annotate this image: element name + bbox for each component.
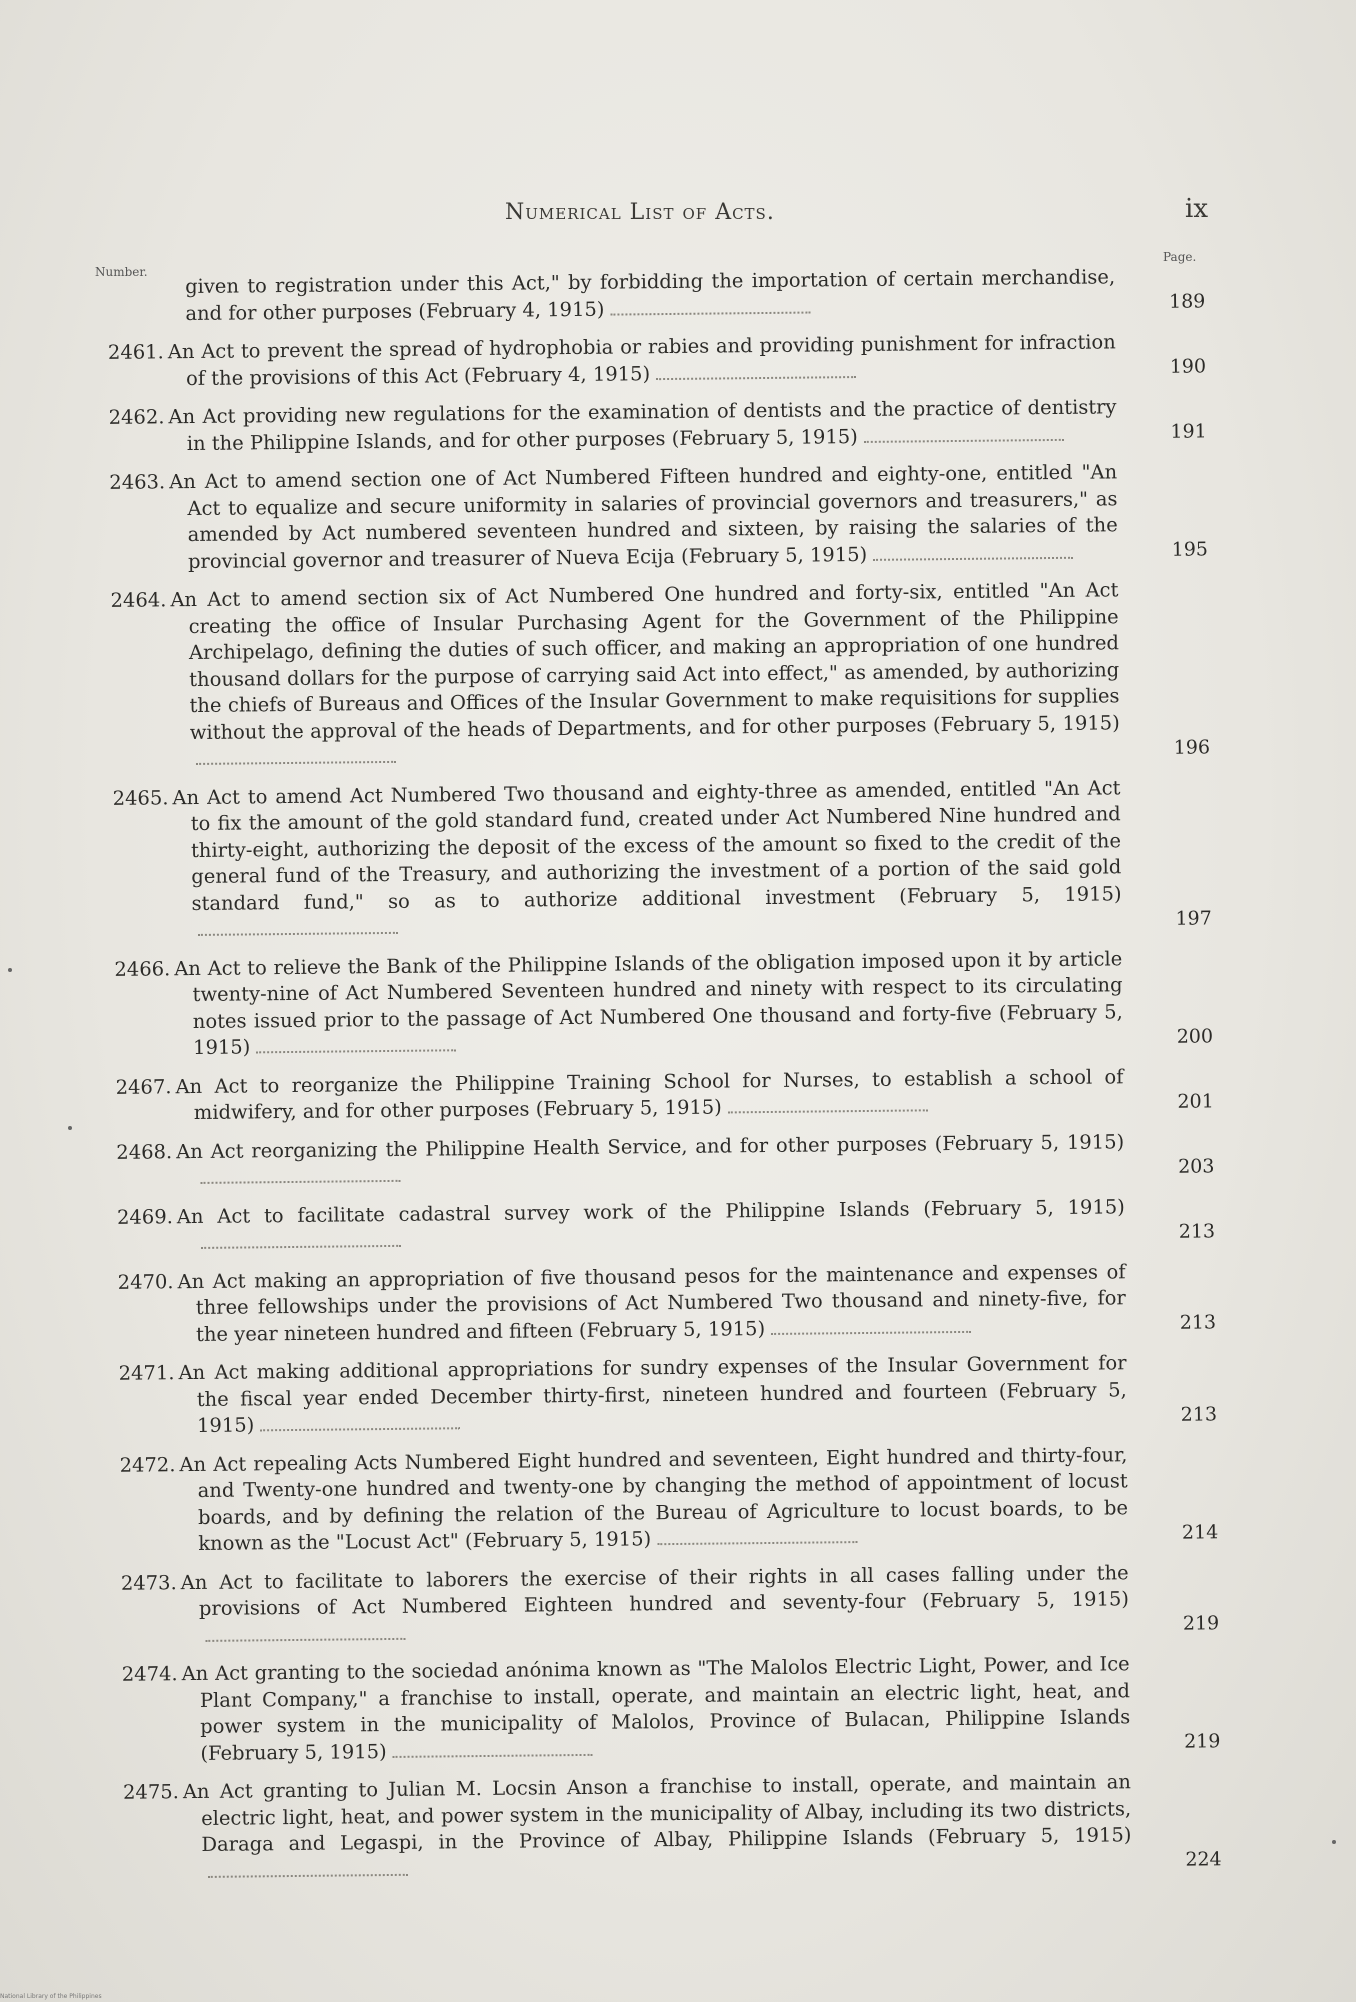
act-number: 2464.	[110, 588, 167, 612]
dot-leader	[728, 1109, 928, 1113]
act-number: 2465.	[112, 785, 169, 810]
act-number: 2472.	[119, 1452, 176, 1477]
act-number: 2462.	[108, 405, 165, 429]
entry-text: An Act to prevent the spread of hydrophobia or rabies and providing punishment for infraction of the provisions of this Act (February 4, 1915)	[167, 330, 1116, 390]
entry-text: An Act to amend section six of Act Numbered One hundred and forty-six, entitled "An Act creating the office of Insular Purchasing Agent for the Government of the Philippine Archipelago, defining the duties of such officer, and making an appropriation of one hundred thousand dollars for the purpose of carrying said Act into effect," as amended, by authorizing the chiefs of Bureaus and Offices of the Insular Government to make requisitions for supplies without the approval of the heads of Departments, and for other purposes (February 5, 1915)	[170, 578, 1120, 744]
entry-page: 219	[1184, 1730, 1221, 1753]
list-item	[111, 1768, 1222, 1886]
entry-page: 213	[1180, 1402, 1218, 1426]
list-item	[96, 328, 1206, 393]
entry-text: An Act granting to the sociedad anónima known as "The Malolos Electric Light, Power, and Ice Plant Company," a franchise to install, operate, and maintain an electric light, heat, and power system in the municipality of Malolos, Province of Bulacan, Philippine Islands (February 5, 1915)	[181, 1652, 1131, 1765]
entry-page: 195	[1171, 538, 1209, 561]
list-item	[107, 1441, 1218, 1559]
number-column-label: Number.	[95, 265, 148, 279]
entry-text: given to registration under this Act," by forbidding the importation of certain merchandise, and for other purposes (February 4, 1915)	[185, 265, 1116, 325]
dot-leader	[610, 311, 810, 315]
entry-page: 224	[1185, 1848, 1222, 1871]
entry-page: 201	[1177, 1089, 1214, 1113]
page-number: ix	[1185, 194, 1208, 224]
running-head	[0, 194, 1356, 240]
act-number: 2475.	[122, 1780, 180, 1804]
list-item	[109, 1559, 1220, 1650]
act-number: 2471.	[118, 1361, 175, 1385]
list-item	[98, 576, 1210, 773]
dot-leader	[260, 1427, 460, 1431]
entry-page: 213	[1179, 1311, 1217, 1334]
list-item	[105, 1193, 1215, 1258]
list-item	[106, 1349, 1217, 1440]
act-number: 2470.	[117, 1269, 174, 1294]
dot-leader	[657, 1541, 857, 1545]
list-item	[96, 393, 1206, 458]
entry-page: 214	[1181, 1520, 1219, 1544]
list-item	[110, 1650, 1221, 1768]
dot-leader	[198, 932, 398, 936]
list-item	[100, 774, 1212, 945]
entry-text: An Act to amend Act Numbered Two thousand and eighty-three as amended, entitled "An Act to fix the amount of the gold standard fund, created under Act Numbered Nine hundred and thirty-eight, authorizing the deposit of the excess of the amount so fixed to the credit of the general fund of the Treasury, and authorizing the investment of a portion of the said gold standard fund," so as to authorize additional investment (February 5, 1915)	[172, 775, 1122, 915]
dot-leader	[656, 376, 856, 380]
dot-leader	[201, 1180, 401, 1184]
entry-page: 200	[1176, 1024, 1214, 1048]
act-number: 2469.	[116, 1204, 173, 1229]
entry-text: An Act making an appropriation of five thousand pesos for the maintenance and expenses of three fellowships under the provisions of Act Numbered Two thousand and ninety-five, for the year nineteen hundred and fifteen (February 5, 1915)	[177, 1259, 1126, 1346]
act-number: 2461.	[107, 340, 164, 364]
list-item	[102, 945, 1213, 1063]
entry-page: 190	[1169, 355, 1207, 378]
dot-leader	[873, 556, 1073, 560]
entry-page: 219	[1182, 1612, 1220, 1635]
list-item	[103, 1063, 1213, 1128]
list-item	[105, 1258, 1216, 1349]
dot-leader	[256, 1049, 456, 1053]
dot-leader	[771, 1330, 971, 1334]
act-number: 2466.	[114, 956, 171, 981]
entry-page: 189	[1168, 290, 1206, 313]
entry-text: An Act reorganizing the Philippine Health Service, and for other purposes (February 5, 1915)	[176, 1129, 1125, 1163]
dot-leader	[205, 1637, 405, 1641]
entry-page: 196	[1173, 735, 1211, 759]
dot-leader	[196, 761, 396, 765]
scan-footer-note: National Library of the Philippines	[0, 1993, 102, 2000]
entry-page: 197	[1175, 906, 1212, 930]
entry-text: An Act to reorganize the Philippine Training School for Nurses, to establish a school of midwifery, and for other purposes (February 5, 1915)	[175, 1064, 1124, 1125]
entry-text: An Act to facilitate to laborers the exercise of their rights in all cases falling under the provisions of Act Numbered Eighteen hundred and seventy-four (February 5, 1915)	[180, 1560, 1130, 1620]
act-number: 2467.	[115, 1074, 172, 1099]
scan-speck	[68, 1126, 72, 1130]
entry-text: An Act repealing Acts Numbered Eight hundred and seventeen, Eight hundred and thirty-four, and Twenty-one hundred and twenty-one by changing the method of appointment of locust boards, and by defining the relation of the Bureau of Agriculture to locust boards, to be known as the "Locust Act" (February 5, 1915)	[179, 1442, 1129, 1555]
act-number: 2468.	[116, 1139, 173, 1164]
act-number: 2473.	[120, 1570, 177, 1595]
dot-leader	[208, 1873, 408, 1877]
dot-leader	[393, 1753, 593, 1757]
entry-page: 191	[1170, 420, 1207, 443]
page-title: Numerical List of Acts.	[505, 200, 775, 225]
entry-text: An Act making additional appropriations for sundry expenses of the Insular Government for the fiscal year ended December thirty-first, nineteen hundred and fourteen (February 5, 1915)	[178, 1351, 1127, 1437]
entry-page: 213	[1178, 1219, 1216, 1243]
dot-leader	[201, 1245, 401, 1249]
list-item	[104, 1128, 1214, 1193]
entry-text: An Act to amend section one of Act Numbered Fifteen hundred and eighty-one, entitled "An Act to equalize and secure uniformity in salaries of provincial governors and treasurers," as amended by Act numbered seventeen hundred and sixteen, by raising the salaries of the provincial governor and treasurer of Nueva Ecija (February 5, 1915)	[169, 460, 1118, 573]
scan-speck	[8, 968, 12, 972]
list-item-continuation	[95, 263, 1205, 328]
dot-leader	[864, 438, 1064, 442]
entry-page: 203	[1178, 1154, 1215, 1178]
acts-list	[95, 263, 1222, 1898]
entry-text: An Act to facilitate cadastral survey work of the Philippine Islands (February 5, 1915)	[176, 1194, 1125, 1228]
scan-speck	[1332, 1840, 1336, 1844]
entry-text: An Act providing new regulations for the examination of dentists and the practice of dentistry in the Philippine Islands, and for other purposes (February 5, 1915)	[168, 395, 1117, 455]
act-number: 2463.	[109, 470, 166, 494]
page-column-label: Page.	[1163, 250, 1197, 264]
entry-text: An Act to relieve the Bank of the Philippine Islands of the obligation imposed upon it by article twenty-nine of Act Numbered Seventeen hundred and ninety with respect to its circulating notes issued prior to the passage of Act Numbered One thousand and forty-five (February 5, 1915)	[174, 946, 1123, 1060]
act-number: 2474.	[121, 1662, 178, 1686]
entry-text: An Act granting to Julian M. Locsin Anson a franchise to install, operate, and maintain an electric light, heat, and power system in the municipality of Albay, including its two districts, Daraga and Legaspi, in the Province of Albay, Philippine Islands (February 5, 1915)	[182, 1770, 1132, 1856]
list-item	[97, 458, 1208, 576]
